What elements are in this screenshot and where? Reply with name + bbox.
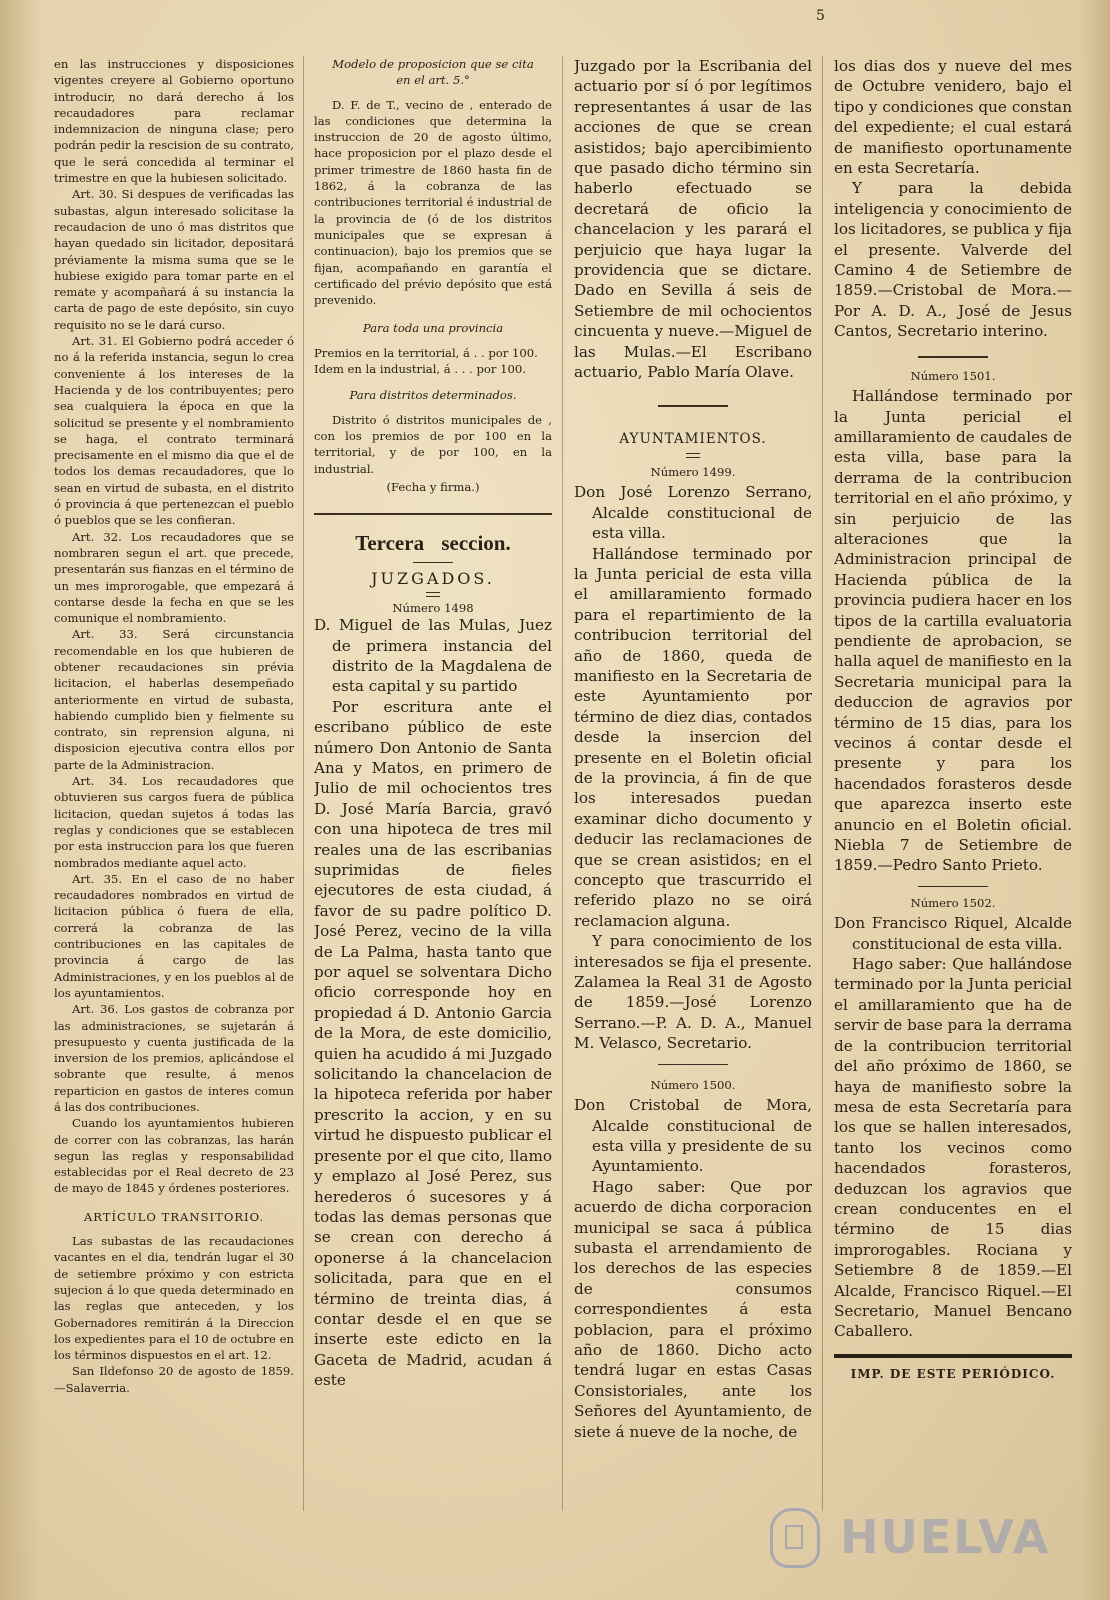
- number-heading: Número 1501.: [910, 368, 996, 383]
- ayuntamientos-heading: AYUNTAMIENTOS.: [619, 430, 767, 447]
- divider: [918, 356, 988, 358]
- distritos-heading: Para distritos determinados.: [349, 388, 517, 403]
- alcalde-heading: Don José Lorenzo Serrano, Alcalde constitucional de esta villa.: [574, 483, 812, 543]
- double-rule: [426, 592, 440, 597]
- provincia-line: Idem en la industrial, á . . . por 100.: [314, 362, 526, 377]
- section-divider: [314, 513, 552, 515]
- divider: [658, 1064, 728, 1065]
- column-rule: [822, 56, 823, 1511]
- distritos-text: Distrito ó distritos municipales de , con los premios de por 100 en la territorial, y de por 100, en la industrial.: [314, 412, 552, 476]
- column-3: [574, 56, 812, 1442]
- article-31: Art. 31. El Gobierno podrá acceder ó no á la referida instancia, segun lo crea conveniente á los intereses de la Hacienda y de los contribuyentes; pero sea cualquiera la época en que la solicitud se presente y el nombramiento se haga, el contrato terminará precisamente en el mismo dia que el de todos los demas recaudadores, que lo sean en virtud de subasta, en el distrito ó provincia á que pertenezcan el pueblo ó pueblos que se les confieran.: [54, 334, 294, 528]
- article-30: Art. 30. Si despues de verificadas las subastas, algun interesado solicitase la recaudacion de uno ó mas distritos que hayan quedado sin licitador, depositará préviamente la misma suma que se le hubiese exigido para tomar parte en el remate y acompañará á su instancia la carta de pago de este depósito, sin cuyo requisito no se le dará curso.: [54, 187, 294, 332]
- article-32: Art. 32. Los recaudadores que se nombraren segun el art. que precede, presentarán sus fianzas en el término de un mes improrogable, que empezará á contarse desde la fecha en que se les comunique el nombramiento.: [54, 529, 294, 626]
- article-36: Art. 36. Los gastos de cobranza por las administraciones, se sujetarán á presupuesto y cuenta justificada de la inversion de los premios, aplicándose el sobrante que resulte, á menos reparticion en gastos de interes comun á las dos contribuciones.: [54, 1002, 294, 1114]
- double-rule: [686, 453, 700, 458]
- article-35: Art. 35. En el caso de no haber recaudadores nombrados en virtud de licitacion pública ó fuera de ella, correrá la cobranza de las contribuciones en las capitales de provincia á cargo de las Administraciones, y en los pueblos al de los ayuntamientos.: [54, 871, 294, 1000]
- notice-text: Y para conocimiento de los interesados se fija el presente. Zalamea la Real 31 de Agosto de 1859.—José Lorenzo Serrano.—P. A. D. A., Manuel M. Velasco, Secretario.: [574, 932, 812, 1053]
- alcalde-heading: Don Cristobal de Mora, Alcalde constitucional de esta villa y presidente de su Ayuntamiento.: [574, 1096, 812, 1176]
- watermark: HUELVA: [840, 1510, 1051, 1564]
- page-edge-shadow-right: [1080, 0, 1110, 1600]
- number-heading: Número 1502.: [910, 895, 996, 910]
- notice-text: Hago saber: Que hallándose terminado por la Junta pericial el amillaramiento que ha de servir de base para la derrama de la contribucion territorial del año próximo de 1860, se haya de manifiesto sobre la mesa de esta Secretaría para los que se hallen interesados, tanto los vecinos como hacendados forasteros, deduzcan los agravios que crean conducentes en el término de 15 dias improrogables. Rociana y Setiembre 8 de 1859.—El Alcalde, Francisco Riquel.—El Secretario, Manuel Bencano Caballero.: [834, 955, 1072, 1341]
- divider: [918, 886, 988, 887]
- column-2: [314, 56, 552, 1391]
- signature: San Ildefonso 20 de agosto de 1859.—Salaverria.: [54, 1364, 294, 1395]
- number-heading: Número 1498: [392, 601, 474, 616]
- edict-text: Por escritura ante el escribano público de este número Don Antonio de Santa Ana y Matos, en primero de Julio de mil ochocientos tres D. José María Barcia, gravó con una hipoteca de tres mil reales una de las escribanias suprimidas de fieles ejecutores de esta ciudad, á favor de su padre político D. José Perez, vecino de la villa de La Palma, hasta tanto que por aquel se solventara Dicho oficio corresponde hoy en propiedad á D. Antonio Garcia de la Mora, de este domicilio, quien ha acudido á mi Juzgado solicitando la chancelacion de la hipoteca referida por haber prescrito la accion, y en su virtud he dispuesto publicar el presente por el que cito, llamo y emplazo al José Perez, sus herederos ó sucesores y á todas las demas personas que se crean con derecho á oponerse á la chancelacion solicitada, para que en el término de treinta dias, á contar desde el en que se inserte este edicto en la Gaceta de Madrid, acudan á este: [314, 697, 552, 1390]
- provincia-line: Premios en la territorial, á . . por 100.: [314, 345, 538, 360]
- archive-seal-icon: [770, 1508, 820, 1568]
- judge-heading: D. Miguel de las Mulas, Juez de primera instancia del distrito de la Magdalena de esta capital y su partido: [314, 616, 552, 696]
- juzgados-heading: JUZGADOS.: [371, 569, 495, 589]
- number-heading: Número 1500.: [650, 1077, 736, 1092]
- notice-text: Hago saber: Que por acuerdo de dicha corporacion municipal se saca á pública subasta el arrendamiento de los derechos de las especies de consumos correspondientes á esta poblacion, para el próximo año de 1860. Dicho acto tendrá lugar en estas Casas Consistoriales, ante los Señores del Ayuntamiento, de siete á nueve de la noche, de: [574, 1177, 812, 1441]
- modelo-heading: Modelo de proposicion que se cita en el art. 5.°: [332, 57, 534, 88]
- transitorio-heading: ARTÍCULO TRANSITORIO.: [83, 1209, 265, 1224]
- notice-text: Y para la debida inteligencia y conocimiento de los licitadores, se publica y fija el presente. Valverde del Camino 4 de Setiembre de 1859.—Cristobal de Mora.—Por A. D. A., José de Jesus Cantos, Secretario interino.: [834, 179, 1072, 341]
- fecha-firma: (Fecha y firma.): [386, 479, 480, 494]
- transitorio-text: Las subastas de las recaudaciones vacantes en el dia, tendrán lugar el 30 de setiembre próximo y con estricta sujecion á lo que queda determinado en las reglas que anteceden, y los Gobernadores remitirán á la Direccion los expedientes para el 10 de octubre en los términos dispuestos en el art. 12.: [54, 1234, 294, 1363]
- section-title: Tercera seccion.: [355, 531, 511, 556]
- column-1: [54, 56, 294, 1396]
- imprint: IMP. DE ESTE PERIÓDICO.: [850, 1366, 1056, 1381]
- page-number: 5: [816, 8, 825, 24]
- edict-continuation: Juzgado por la Escribania del actuario por sí ó por legítimos representantes á usar de las acciones de que se crean asistidos; bajo apercibimiento que pasado dicho término sin haberlo efectuado se decretará de oficio la chancelacion y les parará el perjuicio que haya lugar la providencia que se dictare. Dado en Sevilla á seis de Setiembre de mil ochocientos cincuenta y nueve.—Miguel de las Mulas.—El Escribano actuario, Pablo María Olave.: [574, 57, 812, 382]
- notice-text: Hallándose terminado por la Junta pericial de esta villa el amillaramiento formado para el repartimiento de la contribucion territorial del año de 1860, queda de manifiesto en la Secretaria de este Ayuntamiento por término de diez dias, contados desde la insercion del presente en el Boletin oficial de la provincia, á fin de que los interesados puedan examinar dicho documento y deducir las reclamaciones de que se crean asistidos; en el concepto que trascurrido el referido plazo no se oirá reclamacion alguna.: [574, 544, 812, 930]
- alcalde-heading: Don Francisco Riquel, Alcalde constitucional de esta villa.: [834, 914, 1072, 953]
- column-4: [834, 56, 1072, 1384]
- article-33: Art. 33. Será circunstancia recomendable en los que hubieren de obtener recaudaciones sin prévia licitacion, el haberlas desempeñado anteriormente en virtud de subasta, habiendo cumplido bien y fielmente su contrato, sin reprension alguna, ni disposicion ejecutiva contra ellos por parte de la Administracion.: [54, 627, 294, 772]
- divider: [413, 562, 453, 563]
- page-edge-shadow-left: [0, 0, 40, 1600]
- provincia-heading: Para toda una provincia: [362, 321, 504, 336]
- paragraph: en las instrucciones y disposiciones vigentes creyere al Gobierno oportuno introducir, no dará derecho á los recaudadores para reclamar indemnizacion de ninguna clase; pero podrán pedir la rescision de su contrato, que le será concedida al terminar el trimestre en que la hubiesen solicitado.: [54, 57, 294, 186]
- number-heading: Número 1499.: [650, 464, 736, 479]
- notice-continuation: los dias dos y nueve del mes de Octubre venidero, bajo el tipo y condiciones que constan del expediente; el cual estará de manifiesto oportunamente en esta Secretaría.: [834, 57, 1072, 178]
- article-34: Art. 34. Los recaudadores que obtuvieren sus cargos fuera de pública licitacion, quedan sujetos á todas las reglas y condiciones que se establecen por esta instruccion para los que fueren nombrados mediante aquel acto.: [54, 774, 294, 870]
- column-rule: [303, 56, 304, 1511]
- divider: [658, 405, 728, 407]
- paragraph: Cuando los ayuntamientos hubieren de correr con las cobranzas, las harán segun las reglas y responsabilidad establecidas por el Real decreto de 23 de mayo de 1845 y órdenes posteriores.: [54, 1116, 294, 1196]
- end-rule: [834, 1354, 1072, 1358]
- column-rule: [562, 56, 563, 1511]
- notice-text: Hallándose terminado por la Junta pericial el amillaramiento de caudales de esta villa, base para la derrama de la contribucion territorial en el año próximo, y sin perjuicio de las alteraciones que la Administracion principal de Hacienda pública de la provincia pudiera hacer en los tipos de la cartilla evaluatoria pendiente de aprobacion, se halla aquel de manifiesto en la Secretaria municipal para la deduccion de agravios por término de 15 dias, para los vecinos á contar desde el presente y para los hacendados forasteros desde que aparezca inserto este anuncio en el Boletin oficial. Niebla 7 de Setiembre de 1859.—Pedro Santo Prieto.: [834, 387, 1072, 875]
- modelo-text: D. F. de T., vecino de , enterado de las condiciones que determina la instruccion de 20 de agosto último, hace proposicion por el plazo desde el primer trimestre de 1860 hasta fin de 1862, á la cobranza de las contribuciones territorial é industrial de la provincia de (ó de los distritos municipales que se expresan á continuacion), bajo los premios que se fijan, acompañando en garantía el certificado del prévio depósito que está prevenido.: [314, 97, 552, 308]
